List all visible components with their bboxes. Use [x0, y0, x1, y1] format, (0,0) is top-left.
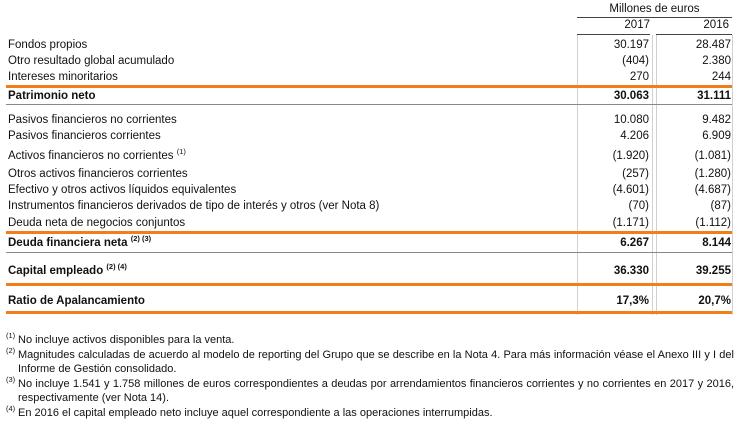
value-2016: (87) — [710, 200, 731, 212]
footnote-mark: (4) — [6, 403, 16, 413]
total-row — [0, 235, 748, 251]
orange-rule — [6, 311, 732, 314]
value-2016: 244 — [711, 71, 731, 83]
value-2017: 30.063 — [613, 90, 649, 102]
table-row — [0, 182, 748, 198]
table-row — [0, 198, 748, 214]
table-row — [0, 69, 748, 85]
value-2017: (1.920) — [612, 150, 649, 162]
footnote-text: En 2016 el capital empleado neto incluye aquel correspondiente a las operaciones interrumpidas. — [18, 406, 493, 419]
row-label: Instrumentos financieros derivados de tipo de interés y otros (ver Nota 8) — [8, 200, 380, 212]
footnotes — [8, 333, 734, 420]
row-label: Capital empleado $^{(2) (4)}$ — [8, 262, 127, 277]
value-2017: (70) — [628, 200, 649, 212]
table-row — [0, 53, 748, 69]
footnote-ref: (2) (3) — [130, 234, 152, 244]
row-label: Patrimonio neto — [8, 90, 96, 102]
year-2017-header: 2017 — [624, 19, 650, 31]
value-2016: (1.081) — [694, 150, 731, 162]
value-2017: 270 — [629, 71, 649, 83]
year-2016-header: 2016 — [703, 19, 729, 31]
footnote — [6, 345, 734, 377]
value-2016: 2.380 — [702, 55, 731, 67]
value-2017: 10.080 — [613, 114, 649, 126]
unit-header: Millones de euros — [609, 3, 700, 15]
value-2016: 6.909 — [702, 130, 731, 142]
row-label: Otros activos financieros corrientes — [8, 168, 188, 180]
value-2017: (257) — [622, 168, 649, 180]
footnote-mark: (3) — [6, 374, 16, 384]
value-2017: (404) — [622, 55, 649, 67]
table-row — [0, 166, 748, 182]
value-2017: (1.171) — [612, 217, 649, 229]
table-row — [0, 215, 748, 231]
footnote-mark: (2) — [6, 345, 16, 355]
footnote — [8, 333, 734, 348]
year-header-rule — [656, 34, 732, 35]
orange-rule — [6, 283, 732, 286]
value-2017: 4.206 — [620, 130, 649, 142]
value-2016: 39.255 — [695, 265, 731, 277]
total-row — [0, 293, 748, 309]
row-label: Efectivo y otros activos líquidos equivalentes — [8, 184, 237, 196]
thin-rule — [6, 104, 732, 105]
total-row — [0, 88, 748, 104]
row-label: Fondos propios — [8, 39, 88, 51]
footnote-mark: (1) — [6, 331, 16, 340]
table-row — [0, 112, 748, 128]
row-label: Ratio de Apalancamiento — [8, 295, 145, 307]
value-2016: 9.482 — [702, 114, 731, 126]
row-label: Pasivos financieros corrientes — [8, 130, 161, 142]
footnote-text: No incluye activos disponibles para la venta. — [18, 334, 235, 346]
footnote-ref: (1) — [176, 147, 186, 157]
value-2017: 36.330 — [613, 265, 649, 277]
row-label: Deuda neta de negocios conjuntos — [8, 217, 186, 229]
value-2017: 17,3% — [616, 295, 649, 307]
footnote-ref: (2) (4) — [106, 262, 127, 272]
row-label: Pasivos financieros no corrientes — [8, 114, 177, 126]
orange-rule — [6, 231, 732, 234]
footnote — [6, 403, 734, 421]
footnote-text: No incluye 1.541 y 1.758 millones de euros correspondientes a deudas por arrendamientos financieros corrientes y no corrientes en 2017 y 2016, respectivamente (ver Nota 14). — [18, 377, 734, 404]
table-row — [0, 37, 748, 53]
table-row — [0, 148, 748, 164]
value-2016: 28.487 — [695, 39, 731, 51]
total-row — [0, 263, 748, 279]
row-label: Otro resultado global acumulado — [8, 55, 175, 67]
unit-header-rule — [577, 17, 732, 18]
footnote-text: Magnitudes calculadas de acuerdo al modelo de reporting del Grupo que se describe en la Nota 4. Para más información véase el Anexo III y I del Informe de Gestión consolidado. — [18, 348, 734, 375]
value-2017: 30.197 — [613, 39, 649, 51]
value-2016: (1.280) — [694, 168, 731, 180]
value-2016: (4.687) — [694, 184, 731, 196]
row-label: Activos financieros no corrientes $^{(1)}$ — [8, 147, 186, 162]
thin-rule — [6, 252, 732, 253]
value-2017: (4.601) — [612, 184, 649, 196]
row-label: Deuda financiera neta $^{(2) (3)}$ — [8, 234, 152, 249]
value-2016: 8.144 — [702, 237, 731, 249]
row-label: Intereses minoritarios — [8, 71, 118, 83]
year-header-rule — [577, 34, 650, 35]
footnote — [6, 374, 734, 406]
value-2016: 20,7% — [698, 295, 731, 307]
value-2016: 31.111 — [697, 90, 731, 102]
value-2016: (1.112) — [695, 217, 731, 229]
value-2017: 6.267 — [620, 237, 649, 249]
table-row — [0, 128, 748, 144]
